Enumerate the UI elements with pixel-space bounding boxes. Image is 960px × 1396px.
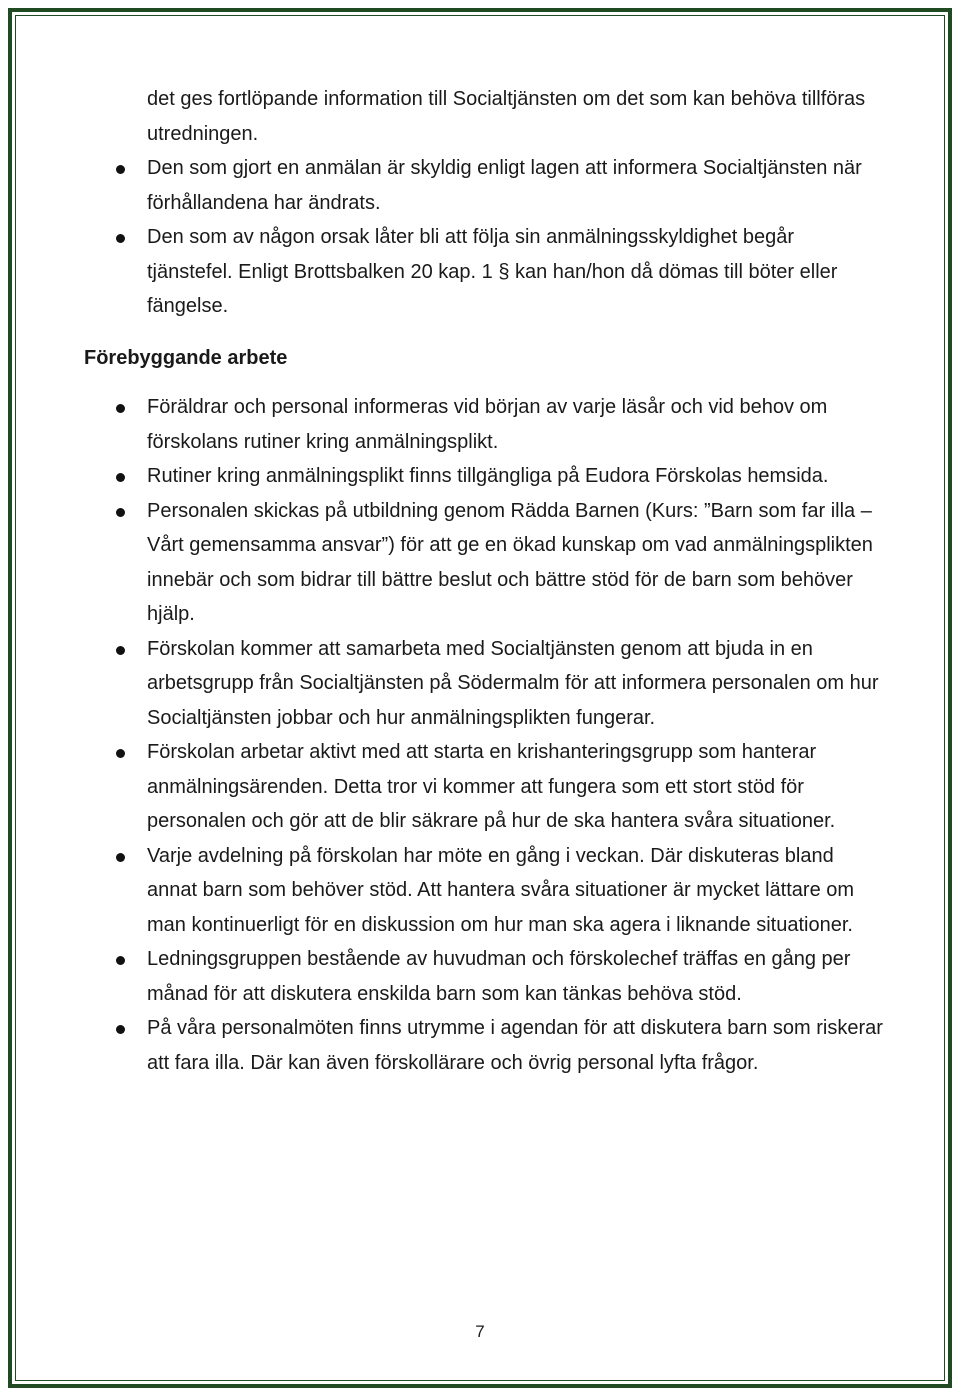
page-number: 7 xyxy=(475,1322,485,1341)
list-item: Föräldrar och personal informeras vid början av varje läsår och vid behov om förskolans rutiner kring anmälningsplikt. xyxy=(84,390,884,459)
bullet-icon xyxy=(116,404,125,413)
bullet-icon xyxy=(116,234,125,243)
section-heading: Förebyggande arbete xyxy=(84,346,288,369)
bullet-icon xyxy=(116,473,125,482)
bullet-icon xyxy=(116,853,125,862)
list-item: Den som av någon orsak låter bli att följa sin anmälningsskyldighet begår tjänstefel. Enligt Brottsbalken 20 kap. 1 § kan han/hon då dömas till böter eller fängelse. xyxy=(84,220,884,324)
bullet-icon xyxy=(116,1025,125,1034)
section-bullet-list xyxy=(84,390,884,1080)
list-item: Rutiner kring anmälningsplikt finns tillgängliga på Eudora Förskolas hemsida. xyxy=(84,459,884,494)
bullet-icon xyxy=(116,749,125,758)
bullet-icon xyxy=(116,646,125,655)
top-bullet-list xyxy=(84,151,884,324)
list-item: Förskolan kommer att samarbeta med Socialtjänsten genom att bjuda in en arbetsgrupp från Socialtjänsten på Södermalm för att informera personalen om hur Socialtjänsten jobbar och hur anmälningsplikten fungerar. xyxy=(84,632,884,736)
list-item: Personalen skickas på utbildning genom Rädda Barnen (Kurs: ”Barn som far illa – Vårt gemensamma ansvar”) för att ge en ökad kunskap om vad anmälningsplikten innebär och som bidrar till bättre beslut och bättre stöd för de barn som behöver hjälp. xyxy=(84,494,884,632)
list-item: På våra personalmöten finns utrymme i agendan för att diskutera barn som riskerar att fara illa. Där kan även förskollärare och övrig personal lyfta frågor. xyxy=(84,1011,884,1080)
bullet-icon xyxy=(116,165,125,174)
list-item: Varje avdelning på förskolan har möte en gång i veckan. Där diskuteras bland annat barn som behöver stöd. Att hantera svåra situationer är mycket lättare om man kontinuerligt för en diskussion om hur man ska agera i liknande situationer. xyxy=(84,839,884,943)
bullet-icon xyxy=(116,956,125,965)
continuation-paragraph: det ges fortlöpande information till Socialtjänsten om det som kan behöva tillföras utredningen. xyxy=(147,88,866,145)
page-content xyxy=(84,82,884,1080)
list-item: Ledningsgruppen bestående av huvudman och förskolechef träffas en gång per månad för att diskutera enskilda barn som kan tänkas behöva stöd. xyxy=(84,942,884,1011)
bullet-icon xyxy=(116,508,125,517)
list-item: Förskolan arbetar aktivt med att starta en krishanteringsgrupp som hanterar anmälningsärenden. Detta tror vi kommer att fungera som ett stort stöd för personalen och gör att de blir säkrare på hur de ska hantera svåra situationer. xyxy=(84,735,884,839)
list-item: Den som gjort en anmälan är skyldig enligt lagen att informera Socialtjänsten när förhållandena har ändrats. xyxy=(84,151,884,220)
